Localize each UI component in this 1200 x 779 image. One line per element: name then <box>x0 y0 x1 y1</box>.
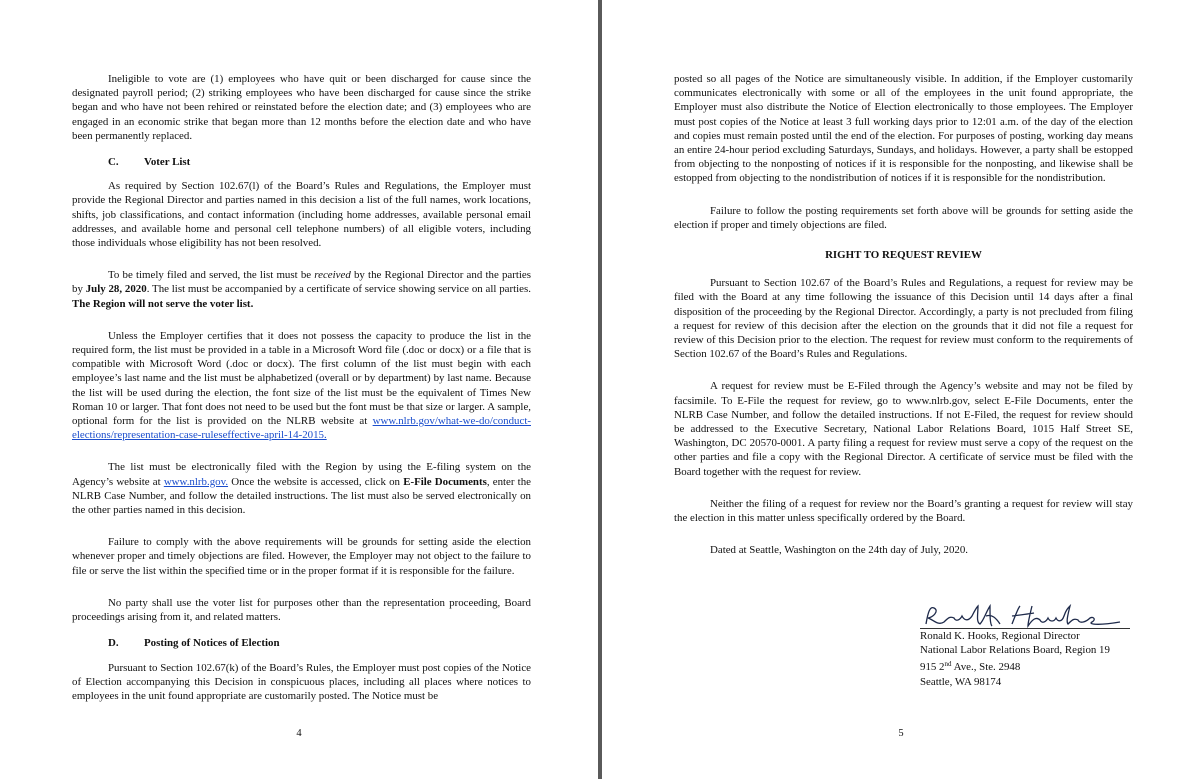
page-4 <box>0 0 598 779</box>
section-d-heading <box>72 636 531 650</box>
signer-address-line-1 <box>920 657 1150 674</box>
voter-list-paragraph-2 <box>72 268 531 311</box>
signer-name: Ronald K. Hooks, Regional Director <box>920 630 1080 642</box>
nlrb-sample-form-link[interactable]: www.nlrb.gov/what-we-do/conduct-elections/representation-case-ruleseffective-april-14-2015. <box>72 415 531 442</box>
posting-paragraph-3: Failure to follow the posting requirements set forth above will be grounds for setting aside the election if proper and timely objections are filed. <box>674 204 1133 231</box>
review-paragraph-1: Pursuant to Section 102.67 of the Board’s Rules and Regulations, a request for review may be filed with the Board at any time following the issuance of this Decision until 14 days after a final disposition of the proceeding by the Regional Director. Accordingly, a party is not precluded from filing a request for review of this decision after the election on the grounds that it did not file a request for review of this Decision prior to the election. The request for review must conform to the requirements of Section 102.67 of the Board’s Rules and Regulations. <box>674 277 1133 361</box>
section-c-number: C. <box>108 156 119 169</box>
dated-line: Dated at Seattle, Washington on the 24th day of July, 2020. <box>710 544 969 557</box>
nlrb-website-link[interactable]: www.nlrb.gov. <box>163 475 229 488</box>
page-number: 4 <box>296 728 302 739</box>
text-run: The list must be electronically filed with the Region by using the E-filing system on the Agency’s website at <box>72 461 531 488</box>
region-notice: The Region will not serve the voter list. <box>72 297 254 310</box>
section-c-heading <box>72 155 531 169</box>
address-rest: Ave., Ste. 2948 <box>951 661 1021 674</box>
text-run: , enter the NLRB Case Number, and follow the detailed instructions. The list must also be served electronically on the other parties named in this decision. <box>72 475 531 517</box>
signer-address-line-2: Seattle, WA 98174 <box>920 675 1002 688</box>
signer-organization: National Labor Relations Board, Region 19 <box>920 644 1110 657</box>
voter-list-paragraph-3 <box>72 329 531 443</box>
ineligible-paragraph: Ineligible to vote are (1) employees who have quit or been discharged for cause since the designated payroll period; (2) striking employees who have been discharged for cause since the strike began and who have not been rehired or reinstated before the election date; and (3) employees who are engaged in an economic strike that began more than 12 months before the election date and who have been permanently replaced. <box>72 73 531 142</box>
deadline-date: July 28, 2020 <box>85 283 147 296</box>
posting-paragraph-1: Pursuant to Section 102.67(k) of the Board’s Rules, the Employer must post copies of the Notice of Election accompanying this Decision in conspicuous places, including all places where notices to employees in the unit found appropriate are customarily posted. The Notice must be <box>72 661 531 702</box>
text-run: . The list must be accompanied by a certificate of service showing service on all parties. <box>146 283 531 296</box>
voter-list-paragraph-1: As required by Section 102.67(l) of the Board’s Rules and Regulations, the Employer must provide the Regional Director and parties named in this decision a list of the full names, work locations, shifts, job classifications, and contact information (including home addresses, available personal email addresses, and available home and personal cell telephone numbers) of all eligible voters, including those individuals whose eligibility has not been resolved. <box>72 180 531 250</box>
page-number: 5 <box>898 728 904 739</box>
section-c-title: Voter List <box>144 156 191 169</box>
review-paragraph-2: A request for review must be E-Filed through the Agency’s website and may not be filed by facsimile. To E-File the request for review, go to www.nlrb.gov, select E-File Documents, enter the NLRB Case Number, and follow the detailed instructions. If not E-Filed, the request for review should be addressed to the Executive Secretary, National Labor Relations Board, 1015 Half Street SE, Washington, DC 20570-0001. A party filing a request for review must serve a copy of the request on the other parties and file a copy with the Regional Director. A certificate of service must be filed with the Board together with the request for review. <box>674 380 1133 478</box>
signature-block <box>920 602 1150 689</box>
efile-documents-label: E-File Documents <box>403 475 487 488</box>
voter-list-paragraph-6: No party shall use the voter list for purposes other than the representation proceeding, Board proceedings arising from it, and related matters. <box>72 596 531 624</box>
text-run: Once the website is accessed, click on <box>228 475 404 488</box>
text-run: Unless the Employer certifies that it does not possess the capacity to produce the list in the required form, the list must be provided in a table in a Microsoft Word file (.doc or docx) or a file that is compatible with Microsoft Word (.doc or docx). The first column of the list must begin with each employee’s last name and the list must be alphabetized (overall or by department) by last name. Because the list will be used during the election, the font size of the list must be the equivalent of Times New Roman 10 or larger. That font does not need to be used but the font must be that size or larger. A sample, optional form for the list is provided on the NLRB website at <box>72 329 531 428</box>
page-5 <box>602 0 1200 779</box>
text-run: by the Regional Director and the parties by <box>72 269 531 296</box>
page-4-body <box>72 72 531 703</box>
emphasis-received: received <box>314 269 351 282</box>
review-paragraph-3: Neither the filing of a request for review nor the Board’s granting a request for review will stay the election in this matter unless specifically ordered by the Board. <box>674 497 1133 525</box>
address-superscript: nd <box>944 660 952 669</box>
text-run: To be timely filed and served, the list must be <box>108 269 315 282</box>
page-5-body <box>674 72 1133 557</box>
voter-list-paragraph-5: Failure to comply with the above requirements will be grounds for setting aside the election whenever proper and timely objections are filed. However, the Employer may not object to the failure to file or serve the list within the specified time or in the proper format if it is responsible for the failure. <box>72 536 531 577</box>
posting-paragraph-2: posted so all pages of the Notice are simultaneously visible. In addition, if the Employer customarily communicates electronically with some or all of the employees in the unit found appropriate, the Employer must also distribute the Notice of Election electronically to those employees. The Employer must post copies of the Notice at least 3 full working days prior to 12:01 a.m. of the day of the election and copies must remain posted until the end of the election. For purposes of posting, working day means an entire 24-hour period excluding Saturdays, Sundays, and holidays. However, a party shall be estopped from objecting to the nonposting of notices if it is responsible for the nonposting, and likewise shall be estopped from objecting to the nondistribution of notices if it is responsible for the nondistribution. <box>674 73 1133 185</box>
section-d-number: D. <box>108 637 119 650</box>
section-d-title: Posting of Notices of Election <box>144 637 280 650</box>
address-number: 915 2 <box>920 661 945 674</box>
review-heading: RIGHT TO REQUEST REVIEW <box>825 249 982 262</box>
voter-list-paragraph-4 <box>72 460 531 517</box>
